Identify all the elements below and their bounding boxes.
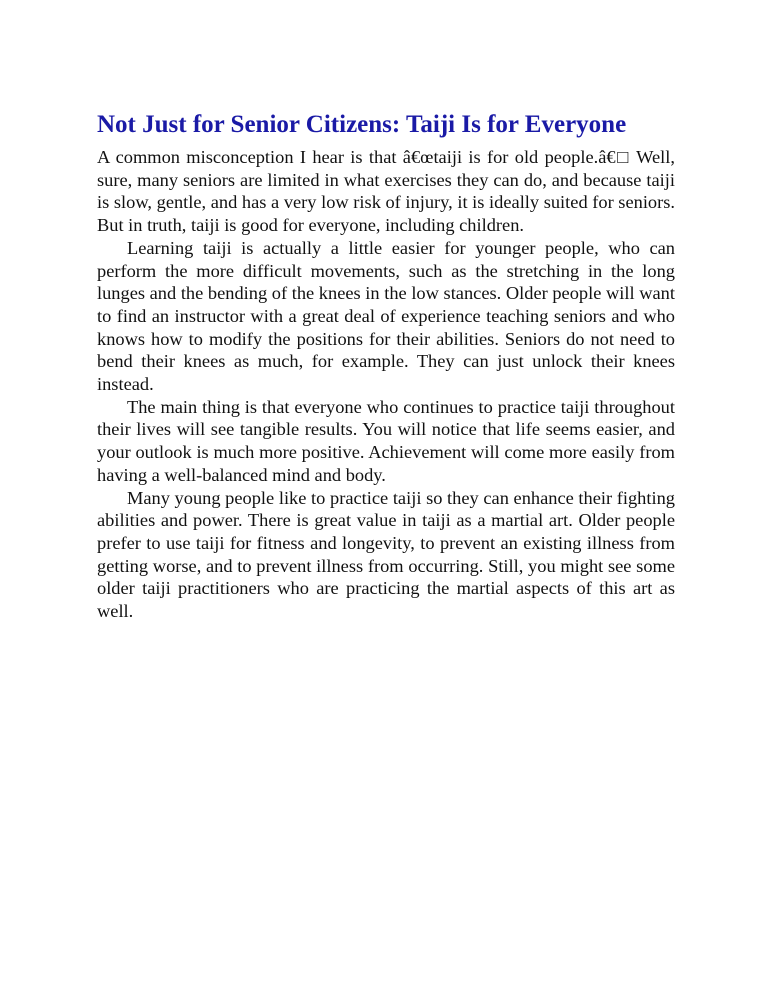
document-page <box>97 108 675 623</box>
paragraph-3: The main thing is that everyone who continues to practice taiji throughout their lives will see tangible results. You will notice that life seems easier, and your outlook is much more positive. Achievement will come more easily from having a well-balanced mind and body. <box>97 396 675 485</box>
paragraph-2: Learning taiji is actually a little easier for younger people, who can perform the more difficult movements, such as the stretching in the long lunges and the bending of the knees in the low stances. Older people will want to find an instructor with a great deal of experience teaching seniors and who knows how to modify the positions for their abilities. Seniors do not need to bend their knees as much, for example. They can just unlock their knees instead. <box>97 237 675 395</box>
article-title: Not Just for Senior Citizens: Taiji Is for Everyone <box>97 111 627 138</box>
paragraph-4: Many young people like to practice taiji so they can enhance their fighting abilities and power. There is great value in taiji as a martial art. Older people prefer to use taiji for fitness and longevity, to prevent an existing illness from getting worse, and to prevent illness from occurring. Still, you might see some older taiji practitioners who are practicing the martial aspects of this art as well. <box>97 487 675 622</box>
paragraph-1: A common misconception I hear is that â€œtaiji is for old people.â€□ Well, sure, many seniors are limited in what exercises they can do, and because taiji is slow, gentle, and has a very low risk of injury, it is ideally suited for seniors. But in truth, taiji is good for everyone, including children. <box>97 147 675 236</box>
